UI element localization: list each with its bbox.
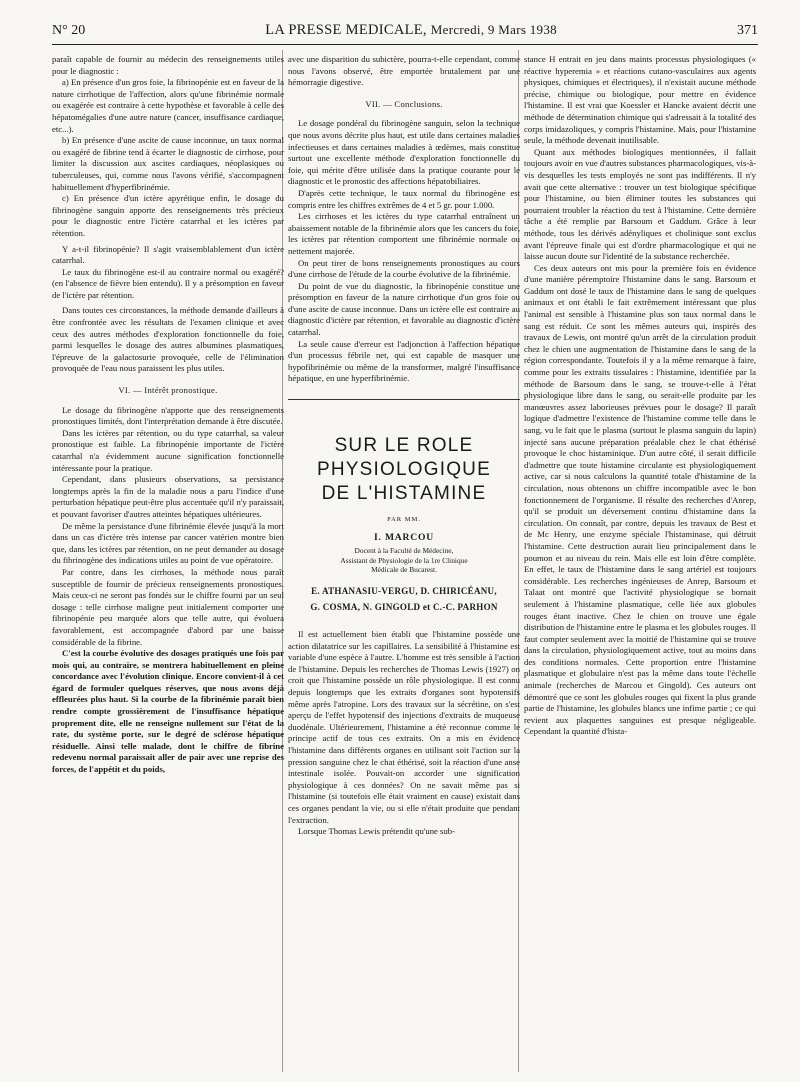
lead-author: I. MARCOU [374,531,434,543]
journal-name: LA PRESSE MEDICALE, [265,22,427,38]
paragraph: c) En présence d'un ictère apyrétique enfin, le dosage du fibrinogène sanguin apporte des renseignements très précieux pour le diagnostic entre l'ictère catarrhal et les ictères par rétention. [52,193,284,238]
article-title-line: SUR LE ROLE [334,435,474,457]
issue-date: Mercredi, 9 Mars 1938 [430,22,557,37]
paragraph: On peut tirer de bons renseignements pronostiques au cours d'une cirrhose de l'étude de la courbe évolutive de la fibrinémie. [288,257,520,280]
paragraph: b) En présence d'une ascite de cause inconnue, un taux normal ou exagéré de fibrine tend à écarter le diagnostic de cirrhose, pour limiter la discussion aux ascites cardiaques, néoplasiques ou tuberculeuses, qui, comme nous l'avons vérifié, s'accompagnent habituellement d'hyperfibrinémie. [52,135,284,192]
paragraph: Quant aux méthodes biologiques mentionnées, il fallait toujours avoir en vue d'autres substances pharmacologiques, vis-à-vis desquelles les tests employés ne sont pas indifférents. Il n'y avait que cette alternative : trouver un test biologique spécifique pour l'histamine, ou bien éliminer toutes les substances qui pourraient troubler la réaction du test à l'histamine. Cette dernière tâche a été remplie par Barsoum et Gaddum. Grâce à leur méthode, tous les dérivés adényliques et cholinique sont exclus avant l'épreuve finale qui est d'ordre pharmacologique et qui ne laisse aucun doute sur l'identité de la substance recherchée. [524,146,756,262]
column-1 [52,54,284,776]
paragraph: Ces deux auteurs ont mis pour la première fois en évidence d'une manière péremptoire l'histamine dans le sang. Barsoum et Gaddum ont dosé le taux de l'histamine dans le sang de quelques animaux et ont établi le fait extrêmement intéressant que plus l'animal est sensible à l'histamine plus son taux normal dans le sang est réduit. Ce sont les mêmes auteurs qui, inspirés des travaux de Lewis, ont montré qu'un arrêt de la circulation produit chez le chien une augmentation de l'histamine dans le sang de la région correspondante. Toutefois il y a la même remarque à faire, comme pour les extraits tissulaires : l'histamine, identifiée par la méthode de Barsoum dans le sang, se trouve-t-elle à l'état physiologique libre dans le sang, ou serait-elle produite par les manœuvres assez laborieuses prévues pour le dosage? Il paraît logique d'admettre l'existence de l'histamine comme telle dans le sang, vu le fait que le plasma (surtout le plasma sanguin du lapin) injecté sans aucune préparation préalable chez le chat éthérisé provoque le choc histaminique. D'un autre côté, il serait difficile d'admettre que toute histamine circulante est physiologiquement active, car si nous calculons la quantité totale d'histamine de la circulation, nous obtenons un chiffre incompatible avec le bon fonctionnement de l'organisme. Il résulte des recherches d'Anrep, qu'il se produit un déversement continu d'histamine dans la circulation. On connaît, par contre, depuis les travaux de Best et de Mc Henry, une enzyme spéciale l'histaminase, qui détruit l'histamine. Cette destruction aurait lieu principalement dans le poumon et au niveau du rein. Mais elle est loin d'être complète. En effet, le taux de l'histamine dans le sang artériel est toujours considérable. Les recherches ingénieuses de Anrep, Barsoum et Talaat ont montré que l'activité physiologique se bornait seulement à l'histamine plasmatique, celle liée aux globules rouges étant inactive. Chez le chien on trouve une égale distribution de l'histamine entre le plasma et les globules rouges. Il faut compter seulement avec la moitié de l'histamine qui se trouve dans la circulation, physiologiquement active, tout au moins dans des conditions normales. Cette proportion entre l'histamine plasmatique et globulaire n'est pas la même dans toute l'échelle animale (recherches de Marcou et Gingold). Ces auteurs ont démontré que ce sont les globules rouges qui fixent la plus grande partie de l'histamine, les globules blancs une infime partie ; ce qui revient aux plaquettes sanguines est presque négligeable. Cependant la quantité d'hista- [524,262,756,737]
paragraph: De même la persistance d'une fibrinémie élevée jusqu'à la mort dans un cas d'ictère très intense par cancer vatérien montre bien que, dans les ictères par rétention, on ne peut demander au dosage du fibrinogène des indications utiles au point de vue opératoire. [52,520,284,566]
paragraph: Le dosage pondéral du fibrinogène sanguin, selon la technique que nous avons décrite plus haut, est utile dans certaines maladies infectieuses et dans certaines maladies à œdèmes, mais constitue surtout une excellente méthode d'exploration fonctionnelle du foie, qui mérite d'être utilisée dans la pratique courante pour le diagnostic et le pronostic des affections hépatobiliaires. [288,118,520,187]
article-title-line: DE L'HISTAMINE [321,483,487,505]
paragraph: Les cirrhoses et les ictères du type catarrhal entraînent un abaissement notable de la fibrinémie alors que les cancers du foie, les ictères par rétention comportent une fibrinémie normale ou nettement majorée. [288,211,520,256]
column-3 [524,54,756,738]
page-number: 371 [737,23,758,38]
paragraph: a) En présence d'un gros foie, la fibrinopénie est en faveur de la nature cirrhotique de l'affection, alors qu'une fibrinémie normale ou exagérée est contraire à cette hypothèse et favorable à celle des hépatomégalies d'une autre nature (cancer, insuffisance cardiaque, etc...). [52,77,284,134]
issue-number: N° 20 [52,23,86,38]
paragraph: paraît capable de fournir au médecin des renseignements utiles pour le diagnostic : [52,54,284,76]
article-title-line: PHYSIOLOGIQUE [317,459,491,481]
section-heading: VII. — Conclusions. [365,98,443,109]
spacer [288,615,520,629]
page-header [52,22,758,44]
header-rule [52,44,758,45]
author-affiliation [288,546,520,575]
affiliation-line: Docent à la Faculté de Médecine, [354,546,454,556]
article-separator [288,399,520,400]
paragraph: Par contre, dans les cirrhoses, la méthode nous paraît susceptible de fournir de précieux renseignements pronostiques. Mais ceux-ci ne seront pas fondés sur le chiffre fourni par un seul dosage : telle cirrhose maligne peut initialement comporter une fibrinopénie peu marquée alors que telle autre, qui évoluera favorablement, est accompagnée d'abord par une baisse considérable de la fibrine. [52,566,284,647]
article-title [288,434,520,506]
co-authors [288,583,520,615]
paragraph: C'est la courbe évolutive des dosages pratiqués une fois par mois qui, au contraire, se montrera habituellement en pleine concordance avec l'évolution clinique. Encore convient-il à cet égard de formuler quelques réserves, que nous avons déjà effleurées plus haut. Si la courbe de la fibrinémie paraît bien rendre compte grossièrement de l'insuffisance hépatique proprement dite, elle ne renseigne nullement sur l'état de la rate, du système porte, sur le degré de sclérose hépatique résiduelle. Ainsi telle malade, dont le chiffre de fibrine redevenu normal paraissait aller de pair avec une reprise des forces, de l'appétit et du poids, [52,648,284,775]
paragraph: D'après cette technique, le taux normal du fibrinogène est compris entre les chiffres extrêmes de 4 et 5 gr. pour 1.000. [288,187,520,210]
paragraph: Du point de vue du diagnostic, la fibrinopénie constitue une présomption en faveur de la nature cirrhotique d'un gros foie ou d'une ascite de cause inconnue. Dans un ictère elle est contraire au diagnostic d'ictère par rétention, et favorable au diagnostic d'ictère catarrhal. [288,280,520,338]
paragraph: Dans les ictères par rétention, ou du type catarrhal, sa valeur pronostique est faible. La fibrinopénie importante de l'ictère catarrhal n'a évidemment aucune signification fonctionnelle intéressante pour la pratique. [52,427,284,473]
byline-par: PAR MM. [387,516,421,524]
paragraph: stance H entrait en jeu dans maints processus physiologiques (« réactive hyperemia » et réactions cutano-vasculaires aux agents physiques, chimiques et électriques), il n'existait aucune méthode précise, chimique ou biologique, pour mettre en évidence l'histamine. Il est vrai que Koessler et Hancke avaient décrit une méthode de détermination chimique qui s'adressait à la totalité des corps imidazoliques, y compris l'histamine. Mais, pour l'histamine seule, la méthode devenait inutilisable. [524,54,756,146]
paragraph: La seule cause d'erreur est l'adjonction à l'affection hépatique d'un processus fébrile net, qui est capable de masquer une hypofibrinémie ou même de la transformer, malgré l'insuffisance hépatique, en une hyperfibrinémie. [288,338,520,384]
journal-title-line [265,22,557,39]
paragraph: Cependant, dans plusieurs observations, sa persistance longtemps après la fin de la maladie nous a paru l'indice d'une perturbation hépatique peut-être plus accentuée qu'il n'y paraissait, et pouvant favoriser d'autres atteintes hépatiques ultérieures. [52,474,284,519]
column-2 [288,54,520,838]
paragraph: Lorsque Thomas Lewis prétendit qu'une sub- [298,826,456,837]
co-authors-line: G. COSMA, N. GINGOLD et C.-C. PARHON [310,602,498,612]
paragraph: Dans toutes ces circonstances, la méthode demande d'ailleurs à être confrontée avec les résultats de l'examen clinique et avec ceux des autres méthodes d'exploration fonctionnelle du foie, parmi lesquelles le dosage des autres albumines plasmatiques, l'épreuve de la galactosurie provoquée, celle de l'élimination provoquée de l'eau nous paraissent les plus utiles. [52,305,284,374]
paragraph: Y a-t-il fibrinopénie? Il s'agit vraisemblablement d'un ictère catarrhal. [52,243,284,266]
affiliation-line: Médicale de Bucarest. [371,565,437,575]
section-heading: VI. — Intérêt pronostique. [118,385,218,396]
paragraph: Le dosage du fibrinogène n'apporte que des renseignements pronostiques limités, dont l'interprétation demande à être discutée. [52,404,284,427]
paragraph: Il est actuellement bien établi que l'histamine possède une action dilatatrice sur les capillaires. La sensibilité à l'histamine est variable d'une espèce à l'autre. L'homme est très sensible à l'action de l'histamine. Depuis les recherches de Thomas Lewis (1927) on croit que l'histamine possède un rôle physiologique. Il est connu depuis longtemps que les extraits d'organes sont hypotensifs même après l'atropine. Lors des travaux sur la sécrétine, on s'est aperçu de l'effet hypotensif des injections d'extraits de muqueuse duodénale. Ultérieurement, l'histamine a été reconnue comme le principe actif de tous ces extraits. On a mis en évidence l'histamine dans différents organes en utilisant soit l'action sur la pression sanguine chez le chat éthérisé, soit la réaction d'une anse intestinale isolée. Pouvait-on accorder une signification physiologique à ces données? On ne savait même pas si l'histamine (si toutefois elle était vraiment en cause) existait dans ces organes pendant la vie, ou si elle n'était produite que pendant l'extraction. [288,629,520,825]
affiliation-line: Assistant de Physiologie de la 1re Clinique [340,555,468,565]
paragraph: avec une disparition du subictère, pourra-t-elle cependant, comme nous l'avons observé, être emportée brutalement par une hémorragie digestive. [288,54,520,88]
paragraph: Le taux du fibrinogène est-il au contraire normal ou exagéré? (en l'absence de fièvre bien entendu). Il y a présomption en faveur de l'ictère par rétention. [52,266,284,300]
co-authors-line: E. ATHANASIU-VERGU, D. CHIRICÉANU, [311,586,497,596]
